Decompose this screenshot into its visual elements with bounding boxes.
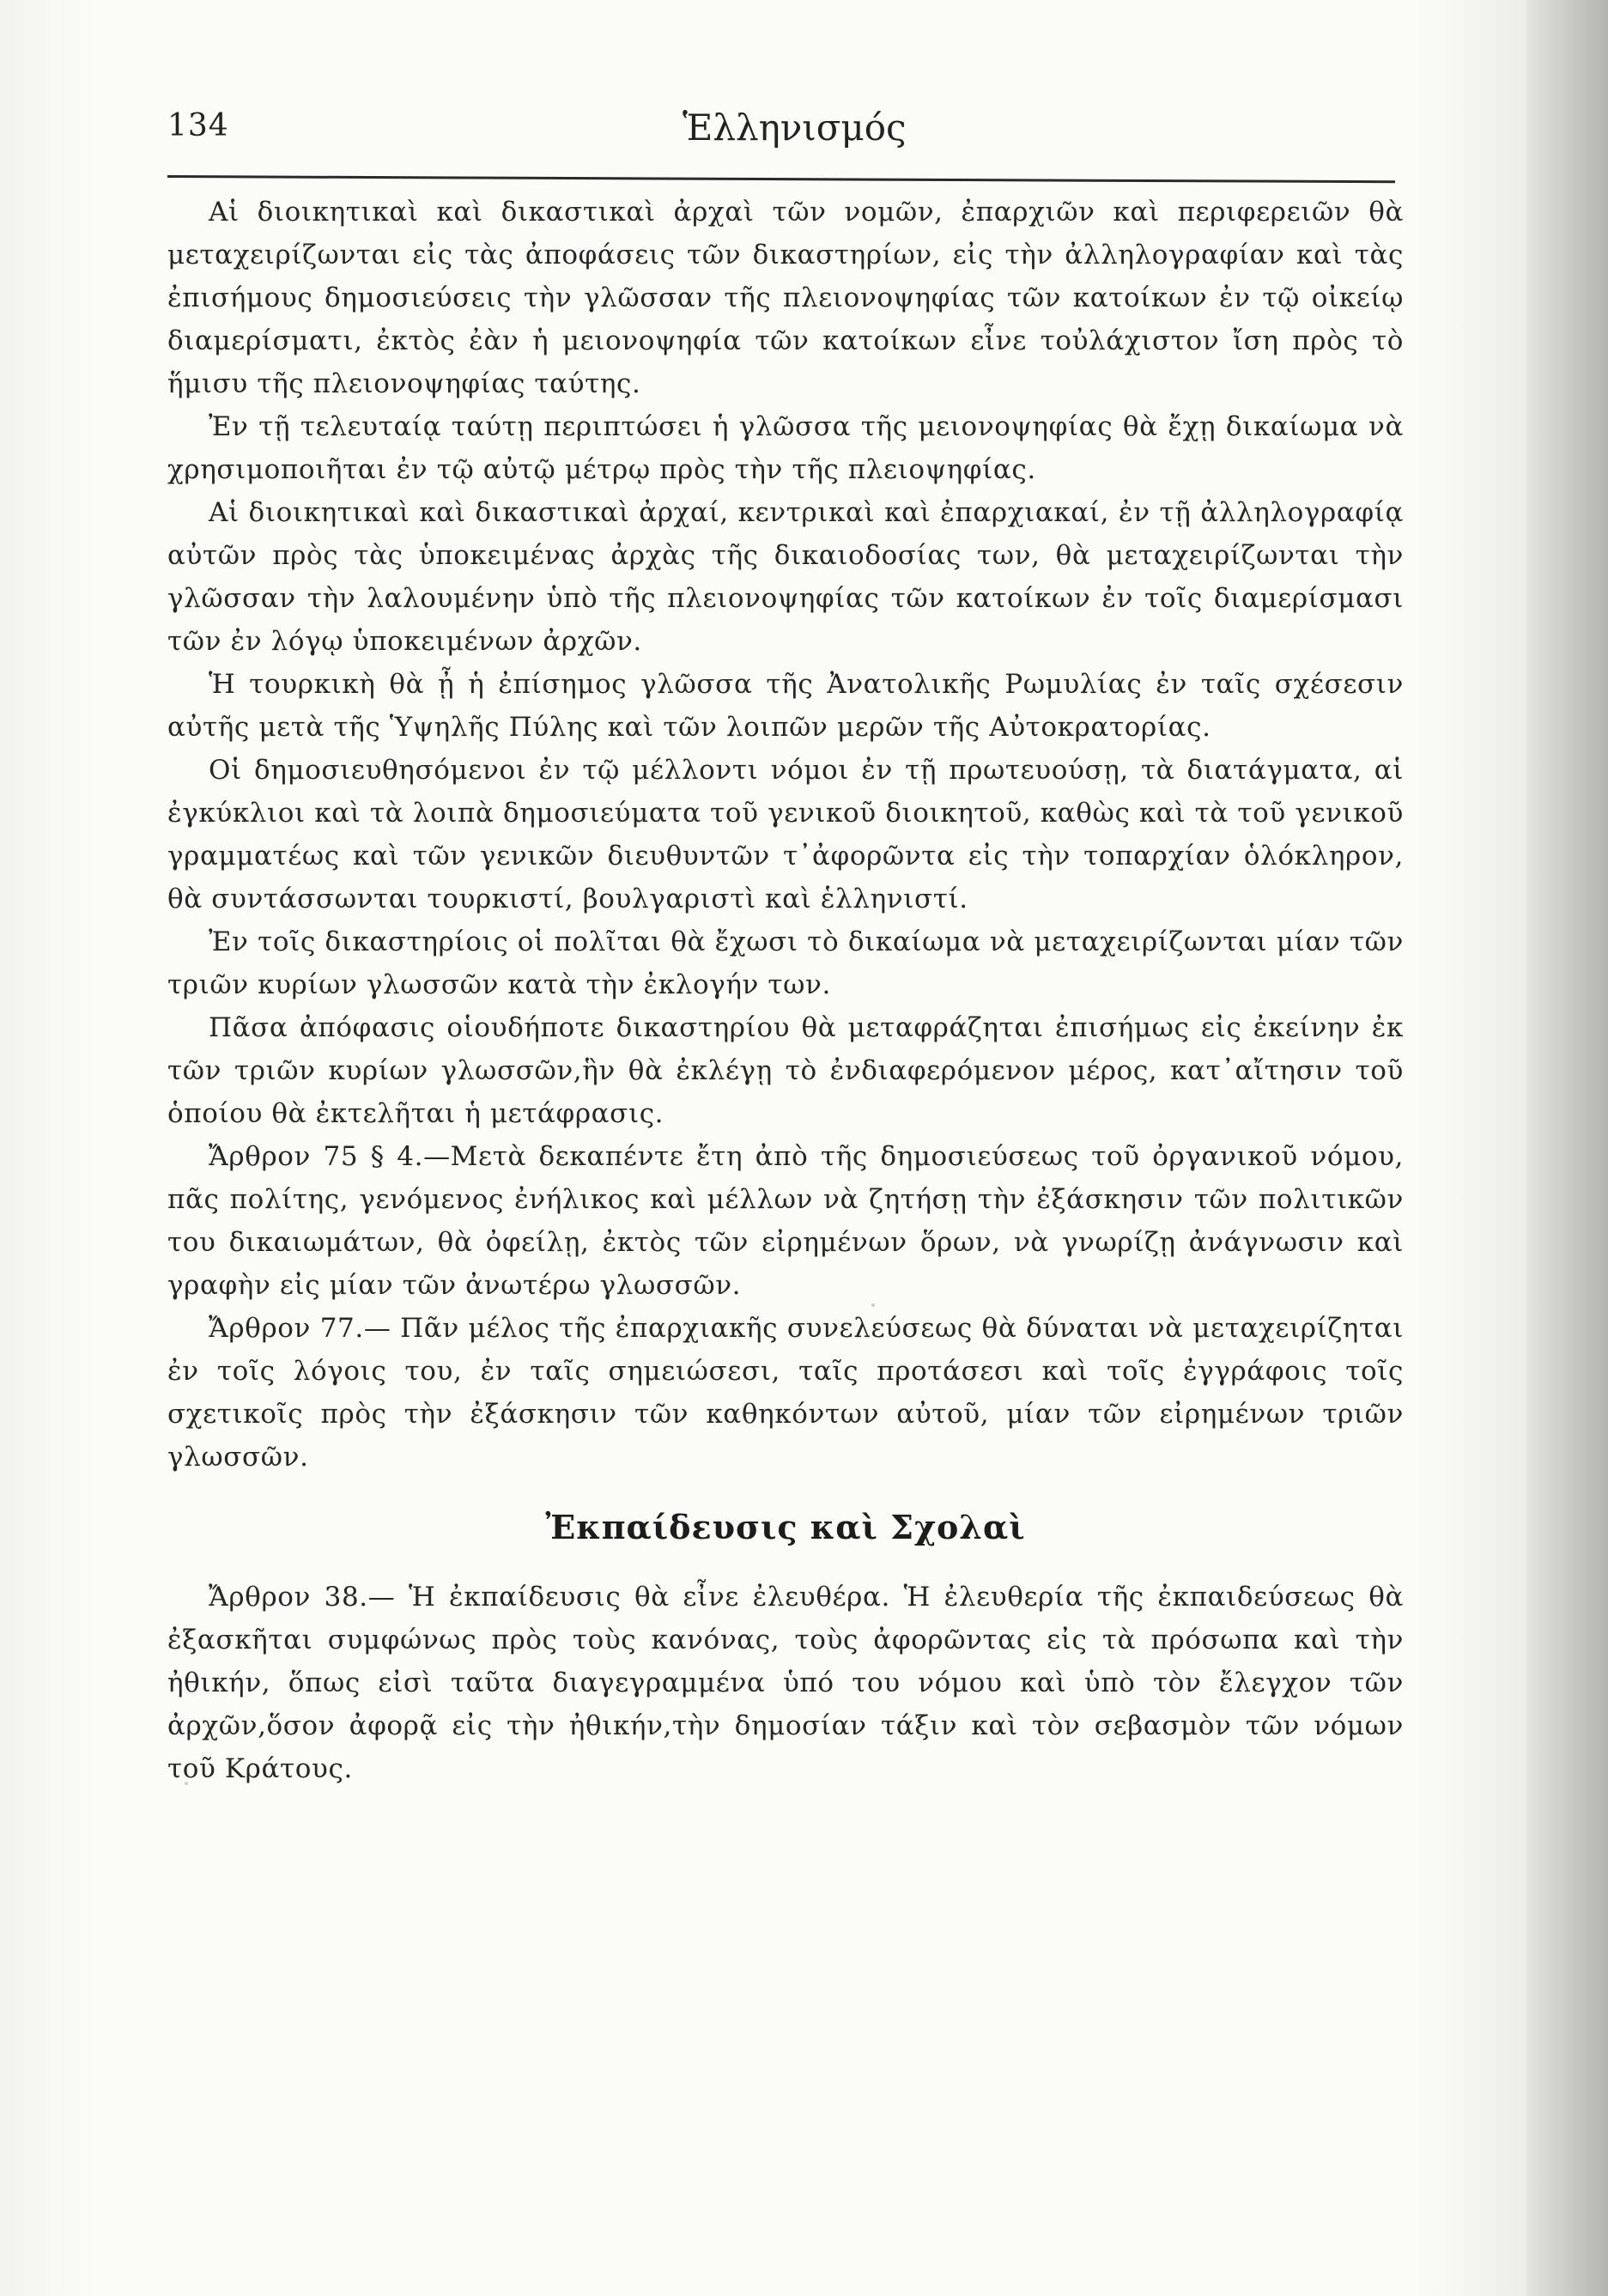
page-header	[167, 103, 1395, 163]
paragraph-courts: Ἐν τοῖς δικαστηρίοις οἱ πολῖται θὰ ἔχωσι τὸ δικαίωμα νὰ μεταχειρίζωνται μίαν τῶν τριῶν κυρίων γλωσσῶν κατὰ τὴν ἐκλογήν των.	[167, 926, 1404, 1000]
paragraph-central-authorities: Αἱ διοικητικαὶ καὶ δικαστικαὶ ἀρχαί, κεντρικαὶ καὶ ἐπαρχιακαί, ἐν τῇ ἀλληλογραφίᾳ αὐτῶν πρὸς τὰς ὑποκειμένας ἀρχὰς τῆς δικαιοδοσίας των, θὰ μεταχειρίζωνται τὴν γλῶσσαν τὴν λαλουμένην ὑπὸ τῆς πλειονοψηφίας τῶν κατοίκων ἐν τοῖς διαμερίσμασι τῶν ἐν λόγῳ ὑποκειμένων ἀρχῶν.	[167, 497, 1404, 657]
page-body	[167, 191, 1404, 1790]
paragraph-article-75: Ἄρθρον 75 § 4.—Μετὰ δεκαπέντε ἔτη ἀπὸ τῆς δημοσιεύσεως τοῦ ὀργανικοῦ νόμου, πᾶς πολίτης, γενόμενος ἐνήλικος καὶ μέλλων νὰ ζητήσῃ τὴν ἐξάσκησιν τῶν πολιτικῶν του δικαιωμάτων, θὰ ὀφείλῃ, ἐκτὸς τῶν εἰρημένων ὅρων, νὰ γνωρίζῃ ἀνάγνωσιν καὶ γραφὴν εἰς μίαν τῶν ἀνωτέρω γλωσσῶν.	[167, 1141, 1404, 1301]
paragraph-article-38: Ἄρθρον 38.— Ἡ ἐκπαίδευσις θὰ εἶνε ἐλευθέρα. Ἡ ἐλευθερία τῆς ἐκπαιδεύσεως θὰ ἐξασκῆται συμφώνως πρὸς τοὺς κανόνας, τοὺς ἀφορῶντας εἰς τὰ πρόσωπα καὶ τὴν ἠθικήν, ὅπως εἰσὶ ταῦτα διαγεγραμμένα ὑπό του νόμου καὶ ὑπὸ τὸν ἔλεγχον τῶν ἀρχῶν,ὅσον ἀφορᾷ εἰς τὴν ἠθικήν,τὴν δημοσίαν τάξιν καὶ τὸν σεβασμὸν τῶν νόμων τοῦ Κράτους.	[167, 1582, 1404, 1784]
header-rule	[167, 175, 1395, 183]
paragraph-article-77: Ἄρθρον 77.— Πᾶν μέλος τῆς ἐπαρχιακῆς συνελεύσεως θὰ δύναται νὰ μεταχειρίζηται ἐν τοῖς λόγοις του, ἐν ταῖς σημειώσεσι, ταῖς προτάσεσι καὶ τοῖς ἐγγράφοις τοῖς σχετικοῖς πρὸς τὴν ἐξάσκησιν τῶν καθηκόντων αὐτοῦ, μίαν τῶν εἰρημένων τριῶν γλωσσῶν.	[167, 1313, 1404, 1473]
page-edge-shadow	[1526, 0, 1608, 2296]
ink-speck	[185, 1782, 188, 1785]
page-number: 134	[167, 108, 229, 143]
paragraph-official-language: Ἡ τουρκικὴ θὰ ᾖ ἡ ἐπίσημος γλῶσσα τῆς Ἀνατολικῆς Ρωμυλίας ἐν ταῖς σχέσεσιν αὐτῆς μετὰ τῆς Ὑψηλῆς Πύλης καὶ τῶν λοιπῶν μερῶν τῆς Αὐτοκρατορίας.	[167, 669, 1404, 743]
paragraph-administrative-languages: Αἱ διοικητικαὶ καὶ δικαστικαὶ ἀρχαὶ τῶν νομῶν, ἐπαρχιῶν καὶ περιφερειῶν θὰ μεταχειρίζωνται εἰς τὰς ἀποφάσεις τῶν δικαστηρίων, εἰς τὴν ἀλληλογραφίαν καὶ τὰς ἐπισήμους δημοσιεύσεις τὴν γλῶσσαν τῆς πλειονοψηφίας τῶν κατοίκων ἐν τῷ οἰκείῳ διαμερίσματι, ἐκτὸς ἐὰν ἡ μειονοψηφία τῶν κατοίκων εἶνε τοὐλάχιστον ἴση πρὸς τὸ ἥμισυ τῆς πλειονοψηφίας ταύτης.	[167, 197, 1404, 399]
ink-speck	[871, 1303, 875, 1307]
paragraph-publications: Οἱ δημοσιευθησόμενοι ἐν τῷ μέλλοντι νόμοι ἐν τῇ πρωτευούσῃ, τὰ διατάγματα, αἱ ἐγκύκλιοι καὶ τὰ λοιπὰ δημοσιεύματα τοῦ γενικοῦ διοικητοῦ, καθὼς καὶ τὰ τοῦ γενικοῦ γραμματέως καὶ τῶν γενικῶν διευθυντῶν τ᾿ἀφορῶντα εἰς τὴν τοπαρχίαν ὁλόκληρον, θὰ συντάσσωνται τουρκιστί, βουλγαριστὶ καὶ ἑλληνιστί.	[167, 755, 1404, 914]
running-title: Ἑλληνισμός	[683, 106, 907, 149]
section-heading-education: Ἐκπαίδευσις καὶ Σχολαὶ	[545, 1508, 1026, 1546]
paragraph-translation: Πᾶσα ἀπόφασις οἱουδήποτε δικαστηρίου θὰ μεταφράζηται ἐπισήμως εἰς ἐκείνην ἐκ τῶν τριῶν κυρίων γλωσσῶν,ἣν θὰ ἐκλέγῃ τὸ ἐνδιαφερόμενον μέρος, κατ᾿αἴτησιν τοῦ ὁποίου θὰ ἐκτελῆται ἡ μετάφρασις.	[167, 1012, 1404, 1129]
paragraph-minority-language: Ἐν τῇ τελευταίᾳ ταύτῃ περιπτώσει ἡ γλῶσσα τῆς μειονοψηφίας θὰ ἔχῃ δικαίωμα νὰ χρησιμοποιῆται ἐν τῷ αὐτῷ μέτρῳ πρὸς τὴν τῆς πλειοψηφίας.	[167, 411, 1404, 485]
